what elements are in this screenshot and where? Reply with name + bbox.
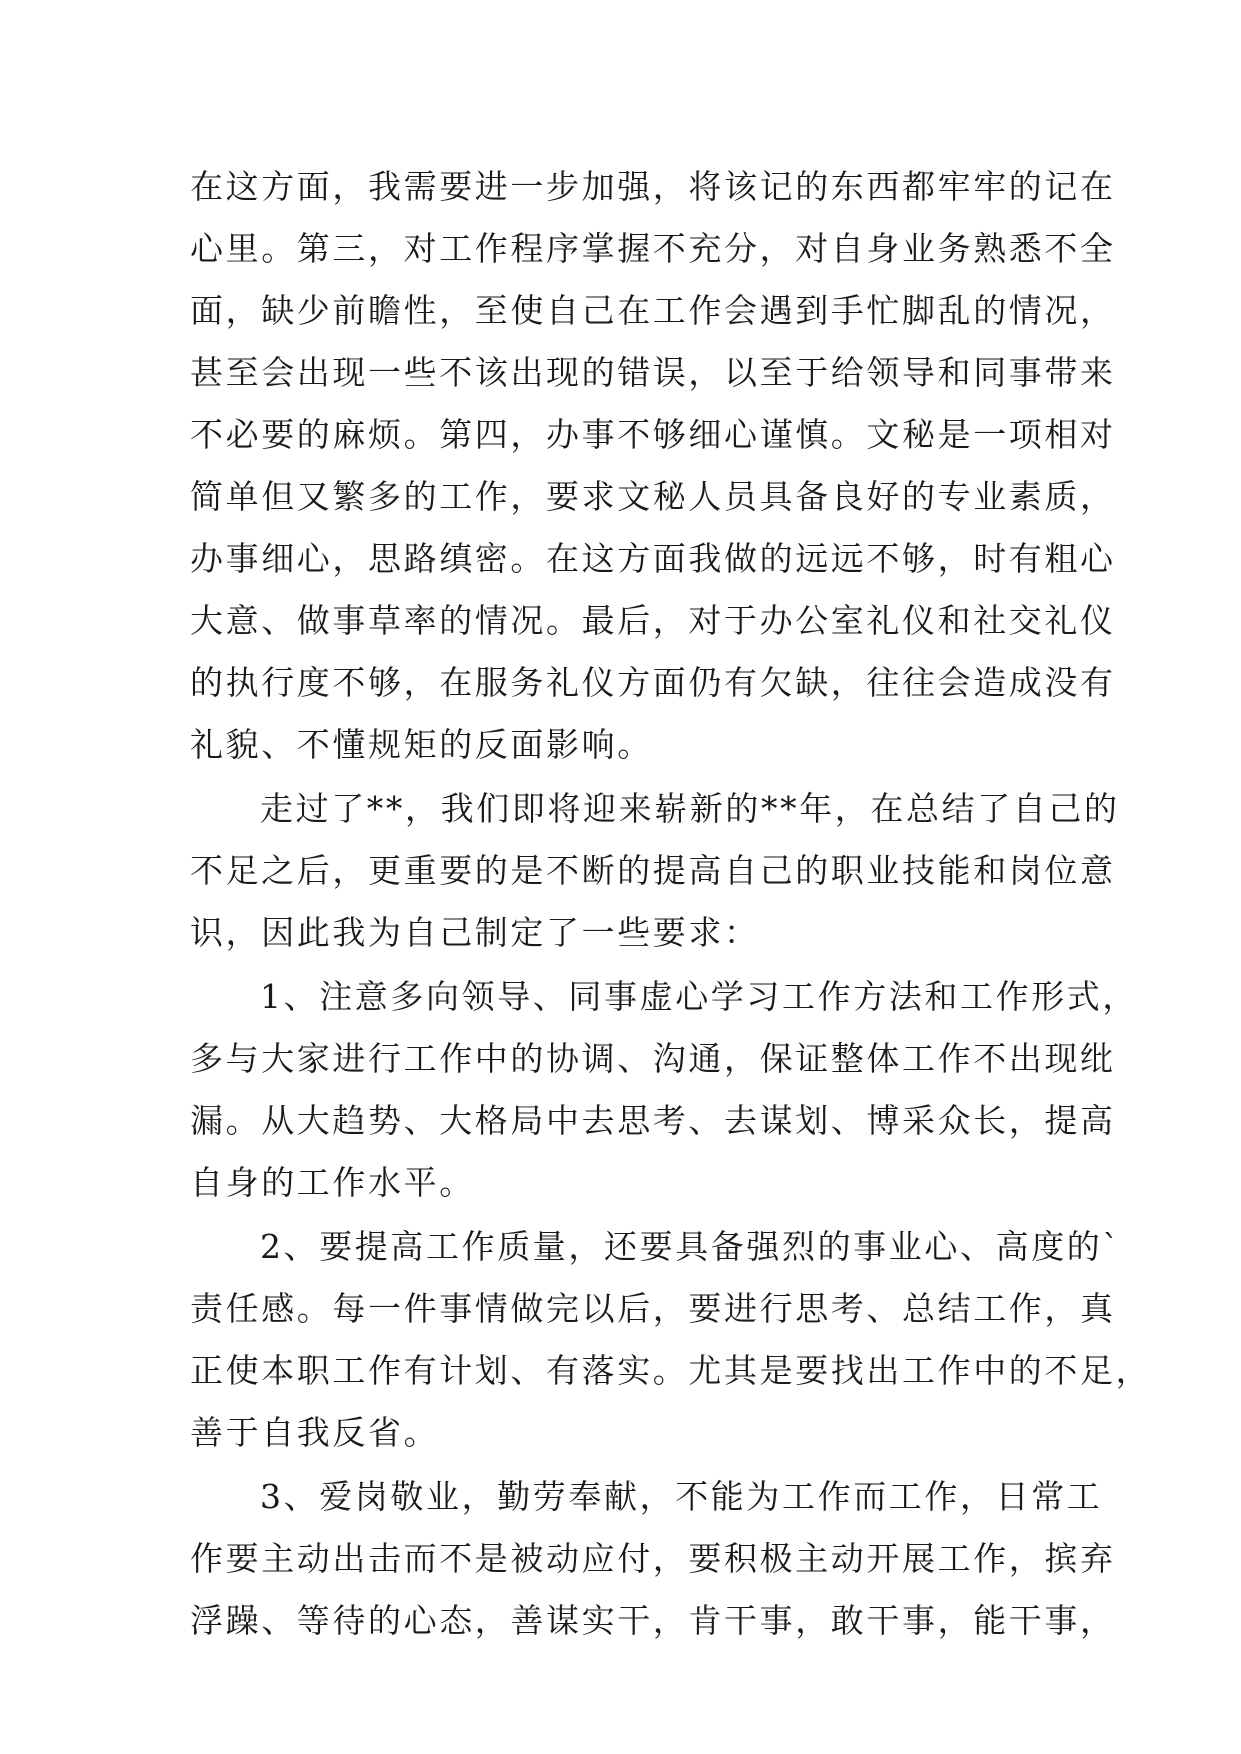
text-line: 心里。第三，对工作程序掌握不充分，对自身业务熟悉不全	[190, 229, 1116, 268]
text-line: 善于自我反省。	[190, 1413, 440, 1452]
paragraph-requirement-1	[190, 966, 1138, 1214]
text-line: 多与大家进行工作中的协调、沟通，保证整体工作不出现纰	[190, 1039, 1116, 1078]
text-line: 作要主动出击而不是被动应付，要积极主动开展工作，摈弃	[190, 1539, 1116, 1578]
text-line: 正使本职工作有计划、有落实。尤其是要找出工作中的不足，	[190, 1351, 1152, 1390]
paragraph-self-review-continued	[190, 156, 1116, 776]
document-body	[190, 156, 1152, 1654]
text-line: 简单但又繁多的工作，要求文秘人员具备良好的专业素质，	[190, 477, 1116, 516]
paragraph-requirement-2	[190, 1216, 1152, 1464]
text-line: 自身的工作水平。	[190, 1163, 475, 1202]
text-line: 漏。从大趋势、大格局中去思考、去谋划、博采众长，提高	[190, 1101, 1116, 1140]
text-line: 走过了**，我们即将迎来崭新的**年，在总结了自己的	[260, 789, 1120, 828]
text-line: 1、注意多向领导、同事虚心学习工作方法和工作形式，	[260, 977, 1138, 1016]
text-line: 3、爱岗敬业，勤劳奉献，不能为工作而工作，日常工	[260, 1477, 1103, 1516]
text-line: 不足之后，更重要的是不断的提高自己的职业技能和岗位意	[190, 851, 1116, 890]
text-line: 礼貌、不懂规矩的反面影响。	[190, 725, 653, 764]
text-line: 识，因此我为自己制定了一些要求：	[190, 913, 760, 952]
text-line: 责任感。每一件事情做完以后，要进行思考、总结工作，真	[190, 1289, 1116, 1328]
text-line: 浮躁、等待的心态，善谋实干，肯干事，敢干事，能干事，	[190, 1601, 1116, 1640]
paragraph-requirement-3	[190, 1466, 1116, 1652]
text-line: 甚至会出现一些不该出现的错误，以至于给领导和同事带来	[190, 353, 1116, 392]
text-line: 的执行度不够，在服务礼仪方面仍有欠缺，往往会造成没有	[190, 663, 1116, 702]
text-line: 不必要的麻烦。第四，办事不够细心谨慎。文秘是一项相对	[190, 415, 1116, 454]
text-line: 在这方面，我需要进一步加强，将该记的东西都牢牢的记在	[190, 167, 1116, 206]
text-line: 办事细心，思路缜密。在这方面我做的远远不够，时有粗心	[190, 539, 1116, 578]
text-line: 大意、做事草率的情况。最后，对于办公室礼仪和社交礼仪	[190, 601, 1116, 640]
paragraph-new-year-goals	[190, 778, 1120, 964]
text-line: 2、要提高工作质量，还要具备强烈的事业心、高度的`	[260, 1227, 1122, 1266]
text-line: 面，缺少前瞻性，至使自己在工作会遇到手忙脚乱的情况，	[190, 291, 1116, 330]
